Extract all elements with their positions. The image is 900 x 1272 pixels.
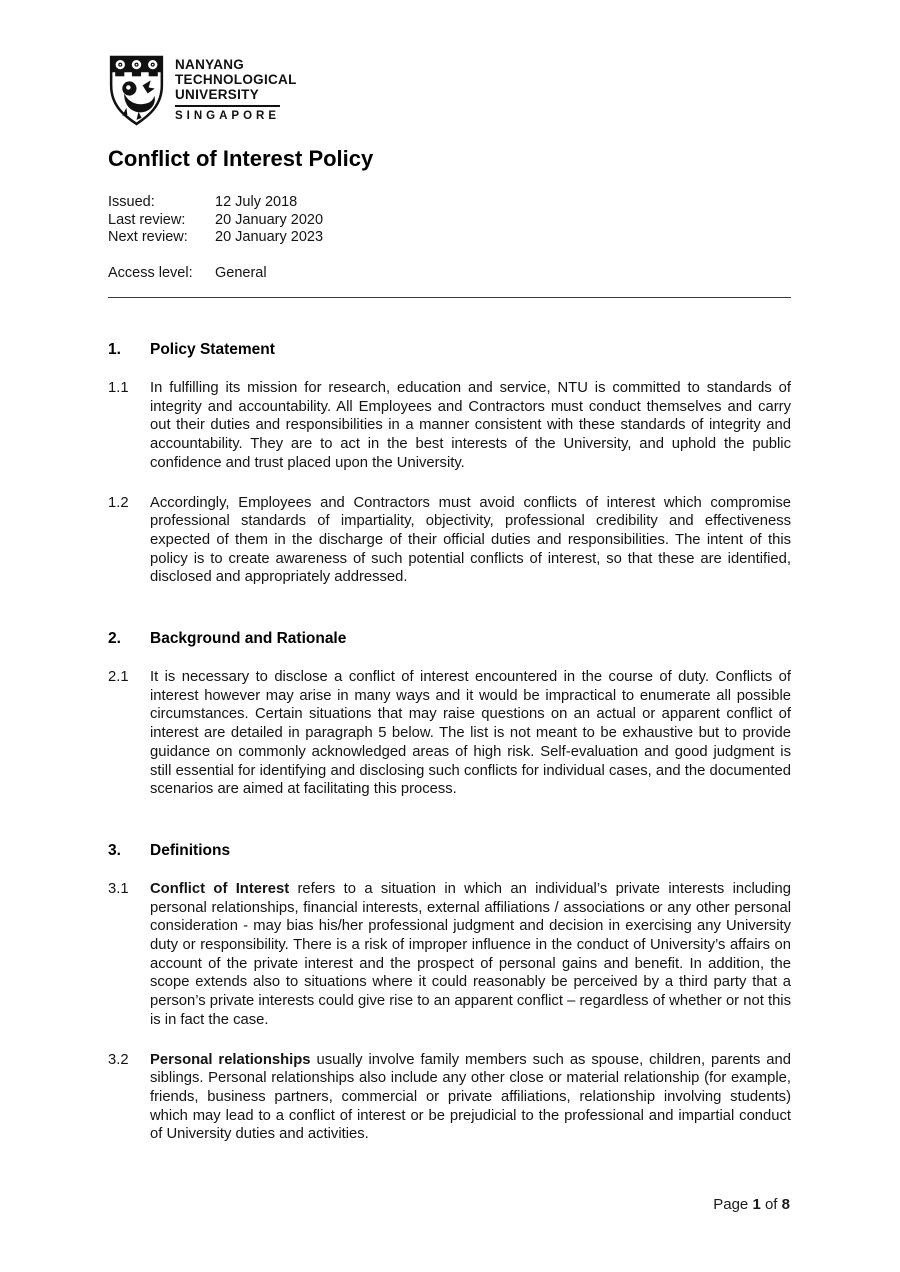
meta-label-issued: Issued: [108, 194, 155, 210]
paragraph-number: 2.1 [108, 669, 129, 686]
paragraph-number: 3.2 [108, 1051, 129, 1068]
section-heading [108, 841, 791, 860]
definition-term: Conflict of Interest [150, 880, 290, 897]
meta-value-next-review: 20 January 2023 [215, 229, 324, 245]
logo-line-nanyang: NANYANG [175, 57, 245, 72]
paragraph-number: 3.1 [108, 880, 129, 897]
ntu-logo [108, 55, 791, 126]
section-divider-line [108, 297, 791, 298]
meta-label-access-level: Access level: [108, 264, 193, 281]
footer-of-word: of [764, 1196, 778, 1213]
ntu-crest-icon [108, 55, 165, 126]
definition-term: Personal relationships [150, 1051, 311, 1068]
section-heading-label: Background and Rationale [150, 630, 347, 648]
meta-label-last-review: Last review: [108, 211, 186, 228]
footer-page-current: 1 [752, 1196, 761, 1213]
meta-row-access-level [108, 265, 791, 283]
section-background-rationale [108, 629, 791, 799]
paragraph-1-2 [108, 494, 791, 588]
section-policy-statement [108, 340, 791, 587]
section-definitions [108, 841, 791, 1144]
section-heading [108, 340, 791, 359]
paragraph-text [150, 1051, 791, 1145]
paragraph-3-2 [108, 1051, 791, 1145]
paragraph-number: 1.2 [108, 494, 129, 511]
logo-line-singapore: SINGAPORE [175, 105, 280, 122]
meta-row-issued [108, 194, 791, 212]
paragraph-number: 1.1 [108, 380, 129, 396]
meta-label-next-review: Next review: [108, 229, 188, 245]
meta-row-last-review [108, 212, 791, 230]
logo-line-technological: TECHNOLOGICAL [175, 72, 297, 87]
paragraph-text: In fulfilling its mission for research, education and service, NTU is committed to standards of integrity and accountability. All Employees and Contractors must conduct themselves and carry out their duties and responsibilities in a manner consistent with these standards of integrity and accountability. They are to act in the best interests of the University, and uphold the public confidence and trust placed upon the University. [150, 380, 791, 471]
ntu-logo-text [175, 55, 297, 124]
meta-row-next-review [108, 229, 791, 247]
paragraph-text [150, 880, 791, 1030]
definition-body: refers to a situation in which an individual’s private interests including personal relationships, financial interests, external affiliations / associations or any other personal consideration - may bias his/her professional judgment and decision in exercising any University duty or responsibility. There is a risk of improper influence in the conduct of University’s affairs on account of the private interest and the prospect of personal gains and benefit. In addition, the scope extends also to situations where it could reasonably be perceived by a third party that a person’s private interests could give rise to an apparent conflict – regardless of whether or not this is in fact the case. [150, 880, 791, 1028]
section-heading [108, 629, 791, 648]
paragraph-text: It is necessary to disclose a conflict of interest encountered in the course of duty. Conflicts of interest however may arise in many ways and it would be impractical to enumerate all possible circumstances. Certain situations that may raise questions on an actual or apparent conflict of interest are detailed in paragraph 5 below. The list is not meant to be exhaustive but to provide guidance on commonly acknowledged areas of high risk. Self-evaluation and good judgment is still essential for identifying and disclosing such conflicts for individual cases, and the documented scenarios are aimed at facilitating this process. [150, 669, 791, 798]
section-heading-label: Definitions [150, 841, 231, 859]
paragraph-3-1 [108, 880, 791, 1030]
page-number-footer [713, 1196, 790, 1213]
meta-value-issued: 12 July 2018 [215, 194, 298, 210]
footer-page-total: 8 [781, 1196, 790, 1213]
definition-body: usually involve family members such as spouse, children, parents and siblings. Personal relationships also include any other close or material relationship (for example, friends, business partners, commercial or private affiliations, relationship involving students) which may lead to a conflict of interest or be prejudicial to the professional and impartial conduct of University duties and activities. [150, 1051, 791, 1143]
section-number: 2. [108, 630, 121, 648]
paragraph-1-1 [108, 379, 791, 473]
document-metadata [108, 194, 791, 282]
section-heading-label: Policy Statement [150, 341, 275, 358]
section-number: 3. [108, 841, 121, 859]
page-title: Conflict of Interest Policy [108, 146, 374, 171]
paragraph-2-1 [108, 668, 791, 799]
section-number: 1. [108, 341, 121, 358]
meta-value-last-review: 20 January 2020 [215, 211, 324, 228]
meta-value-access-level: General [215, 264, 267, 281]
paragraph-text: Accordingly, Employees and Contractors must avoid conflicts of interest which compromise professional standards of impartiality, objectivity, professional credibility and effectiveness expected of them in the discharge of their official duties and responsibilities. The intent of this policy is to create awareness of such potential conflicts of interest, so that these are identified, disclosed and appropriately addressed. [150, 494, 791, 586]
footer-page-word: Page [713, 1196, 749, 1213]
logo-line-university: UNIVERSITY [175, 87, 260, 102]
